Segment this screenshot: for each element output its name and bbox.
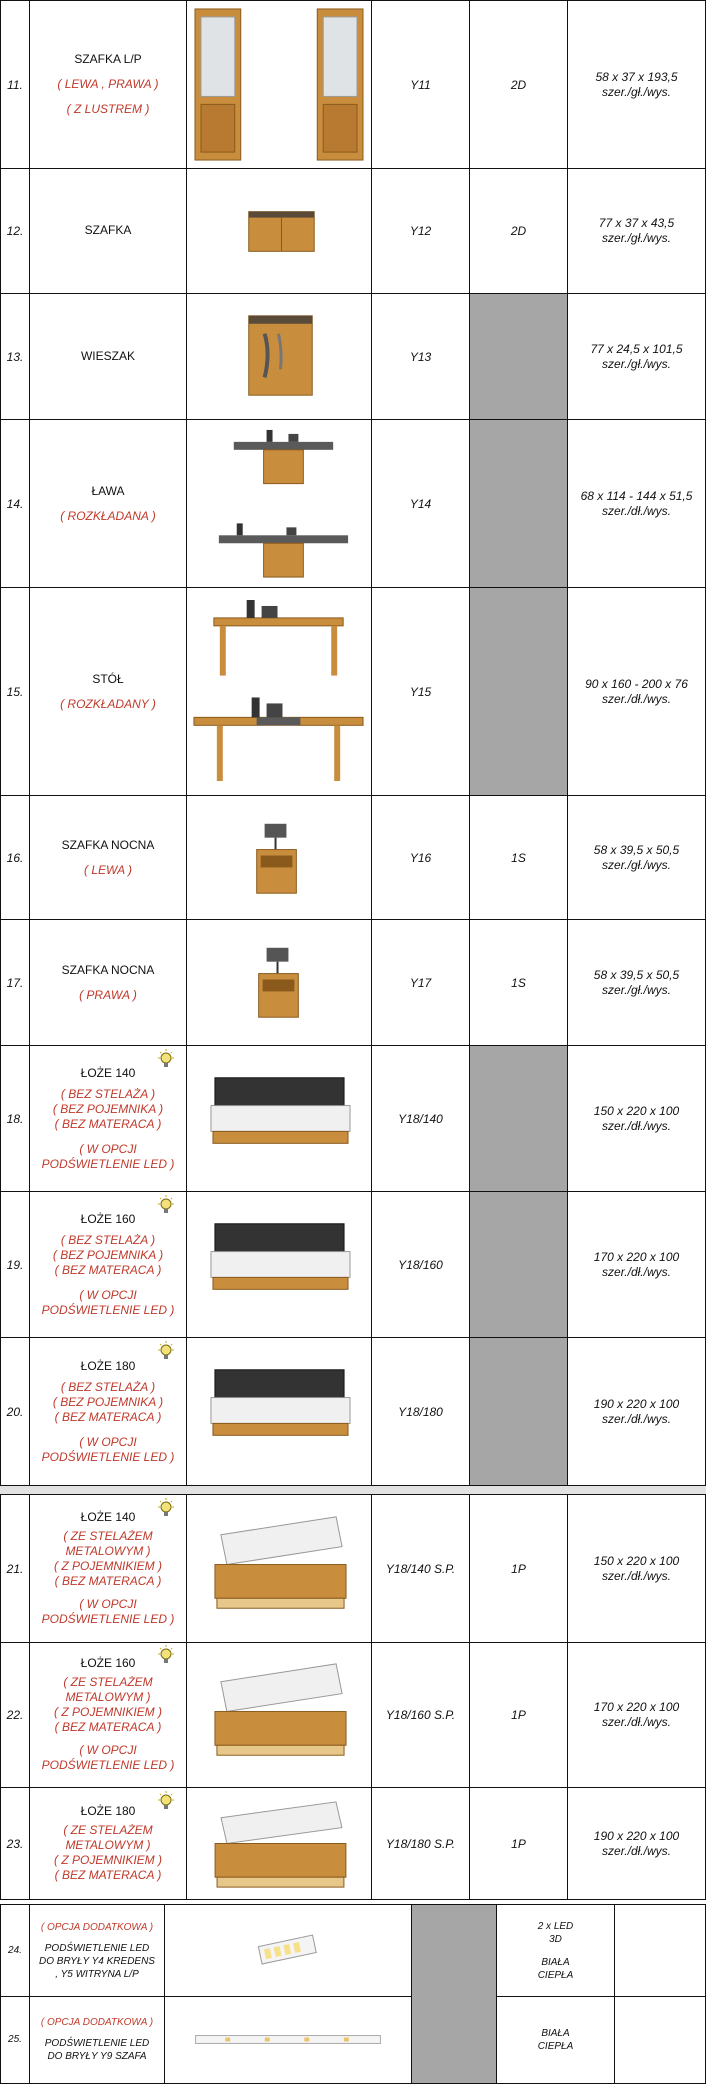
led-module-illustration: [165, 1905, 411, 1996]
product-code: Y18/180 S.P.: [372, 1788, 470, 1900]
product-code: Y15: [372, 588, 470, 796]
row-number: 20.: [0, 1338, 30, 1486]
product-dimensions: 77 x 37 x 43,5 szer./gł./wys.: [568, 168, 706, 294]
table-row: [0, 920, 706, 1046]
product-type: 1P: [470, 1495, 568, 1643]
product-code: Y16: [372, 796, 470, 920]
row-number: 11.: [0, 1, 30, 169]
table-row: [0, 1494, 706, 1643]
table-row: [0, 420, 706, 588]
product-image: [187, 1495, 372, 1643]
dining-table-illustration: [187, 588, 371, 795]
option-label: ( OPCJA DODATKOWA ): [40, 2017, 154, 2028]
product-name: [30, 796, 187, 920]
product-dimensions: 190 x 220 x 100 szer./dł./wys.: [568, 1788, 706, 1900]
product-code: Y18/160: [372, 1192, 470, 1338]
table-row: [0, 168, 706, 294]
row-number: 12.: [0, 168, 30, 294]
row-number: 24.: [0, 1905, 30, 1997]
row-number: 19.: [0, 1192, 30, 1338]
bed-with-storage-illustration: [187, 1495, 371, 1642]
product-dimensions: 58 x 39,5 x 50,5 szer./gł./wys.: [568, 920, 706, 1046]
product-title: ŁOŻE 160: [80, 1211, 136, 1226]
product-title: SZAFKA: [84, 223, 132, 237]
empty-cell: [615, 1905, 706, 1997]
product-dimensions: 90 x 160 - 200 x 76 szer./dł./wys.: [568, 588, 706, 796]
row-number: 23.: [0, 1788, 30, 1900]
product-dimensions: 150 x 220 x 100 szer./dł./wys.: [568, 1495, 706, 1643]
row-number: 18.: [0, 1046, 30, 1192]
table-row: [0, 1192, 706, 1338]
option-info: BIAŁA CIEPŁA: [497, 1996, 615, 2084]
product-title: ŁOŻE 140: [80, 1065, 136, 1080]
product-note: ( LEWA ): [83, 862, 132, 877]
product-dimensions: 170 x 220 x 100 szer./dł./wys.: [568, 1642, 706, 1788]
product-title: SZAFKA NOCNA: [61, 837, 155, 852]
product-type-empty: [470, 1046, 568, 1192]
product-note: ( ROZKŁADANA ): [60, 508, 156, 523]
option-description: ( OPCJA DODATKOWA ) PODŚWIETLENIE LED DO BRYŁY Y4 KREDENS , Y5 WITRYNA L/P: [30, 1905, 165, 1997]
product-code: Y18/140: [372, 1046, 470, 1192]
product-name: ŁOŻE 180 ( BEZ STELAŻA ) ( BEZ POJEMNIKA ) ( BEZ MATERACA ) ( W OPCJI PODŚWIETLENIE LED ): [30, 1338, 187, 1486]
row-number: 14.: [0, 420, 30, 588]
product-note: ( PRAWA ): [79, 987, 137, 1002]
product-image: [187, 294, 372, 420]
product-type: 1S: [470, 920, 568, 1046]
product-type-empty: [470, 294, 568, 420]
product-code: Y18/160 S.P.: [372, 1642, 470, 1788]
bed-illustration: [187, 1192, 371, 1337]
empty-cell: [615, 1996, 706, 2084]
row-number: 22.: [0, 1642, 30, 1788]
led-bulb-icon: [155, 1790, 177, 1812]
led-bulb-icon: [155, 1340, 177, 1362]
product-image: [187, 588, 372, 796]
product-title: ŁOŻE 160: [80, 1656, 136, 1670]
product-title: ŁAWA: [91, 483, 125, 498]
product-type-empty: [470, 1338, 568, 1486]
option-description: ( OPCJA DODATKOWA ) PODŚWIETLENIE LED DO BRYŁY Y9 SZAFA: [30, 1996, 165, 2084]
table-row: [0, 588, 706, 796]
product-title: WIESZAK: [80, 349, 135, 363]
product-code: Y13: [372, 294, 470, 420]
bed-with-storage-illustration: [187, 1642, 371, 1787]
row-number: 15.: [0, 588, 30, 796]
bed-illustration: [187, 1338, 371, 1485]
table-row: [0, 1904, 706, 1997]
product-dimensions: 58 x 39,5 x 50,5 szer./gł./wys.: [568, 796, 706, 920]
led-bulb-icon: [155, 1497, 177, 1519]
product-image: [187, 1338, 372, 1486]
product-name: ŁOŻE 140 ( BEZ STELAŻA ) ( BEZ POJEMNIKA ) ( BEZ MATERACA ) ( W OPCJI PODŚWIETLENIE LED ): [30, 1046, 187, 1192]
product-type-empty: [470, 588, 568, 796]
table-row: [0, 1996, 706, 2084]
table-row: [0, 1642, 706, 1788]
product-name: [30, 920, 187, 1046]
empty-gray-cell: [412, 1996, 497, 2084]
row-number: 21.: [0, 1495, 30, 1643]
bed-with-storage-illustration: [187, 1788, 371, 1899]
product-title: ŁOŻE 180: [80, 1804, 136, 1818]
table-row: [0, 1338, 706, 1486]
product-code: Y18/180: [372, 1338, 470, 1486]
bed-illustration: [187, 1046, 371, 1191]
option-info: 2 x LED 3D BIAŁA CIEPŁA: [497, 1905, 615, 1997]
nightstand-illustration: [187, 920, 371, 1045]
led-bulb-icon: [155, 1048, 177, 1070]
product-title: ŁOŻE 140: [80, 1510, 136, 1524]
product-image: [165, 1905, 412, 1997]
table-row: [0, 0, 706, 169]
product-dimensions: 68 x 114 - 144 x 51,5 szer./dł./wys.: [568, 420, 706, 588]
product-image: [187, 1788, 372, 1900]
product-image: [187, 1642, 372, 1788]
product-name: [30, 588, 187, 796]
product-code: Y18/140 S.P.: [372, 1495, 470, 1643]
product-name: [30, 168, 187, 294]
led-bulb-icon: [155, 1644, 177, 1666]
empty-gray-cell: [412, 1905, 497, 1997]
product-dimensions: 58 x 37 x 193,5 szer./gł./wys.: [568, 1, 706, 169]
product-code: Y17: [372, 920, 470, 1046]
option-label: ( OPCJA DODATKOWA ): [40, 1921, 154, 1933]
product-name: ŁOŻE 160 ( BEZ STELAŻA ) ( BEZ POJEMNIKA ) ( BEZ MATERACA ) ( W OPCJI PODŚWIETLENIE LED ): [30, 1192, 187, 1338]
product-dimensions: 170 x 220 x 100 szer./dł./wys.: [568, 1192, 706, 1338]
section-divider: [0, 1486, 706, 1494]
product-type-empty: [470, 1192, 568, 1338]
product-note: ( LEWA , PRAWA ): [57, 77, 159, 91]
product-title: SZAFKA NOCNA: [61, 962, 155, 977]
table-row: [0, 796, 706, 920]
product-image: [187, 168, 372, 294]
product-name: [30, 294, 187, 420]
product-dimensions: 150 x 220 x 100 szer./dł./wys.: [568, 1046, 706, 1192]
product-name: [30, 420, 187, 588]
row-number: 13.: [0, 294, 30, 420]
product-image: [187, 1192, 372, 1338]
row-number: 25.: [0, 1996, 30, 2084]
product-type: 1P: [470, 1788, 568, 1900]
product-code: Y11: [372, 1, 470, 169]
table-row: [0, 1788, 706, 1900]
table-row: [0, 1046, 706, 1192]
product-dimensions: 77 x 24,5 x 101,5 szer./gł./wys.: [568, 294, 706, 420]
product-note: ( ROZKŁADANY ): [60, 696, 156, 711]
cabinet-illustration: [187, 168, 371, 293]
table-row: [0, 294, 706, 420]
coffee-table-illustration: [187, 420, 371, 587]
product-type: 1S: [470, 796, 568, 920]
product-type: 2D: [470, 168, 568, 294]
row-number: 16.: [0, 796, 30, 920]
product-type-empty: [470, 420, 568, 588]
product-code: Y12: [372, 168, 470, 294]
product-name: ŁOŻE 160 ( ZE STELAŻEM METALOWYM ) ( Z POJEMNIKIEM ) ( BEZ MATERACA ) ( W OPCJI PODŚWIETLENIE LED ): [30, 1642, 187, 1788]
product-note: ( Z LUSTREM ): [66, 102, 150, 116]
product-code: Y14: [372, 420, 470, 588]
product-dimensions: 190 x 220 x 100 szer./dł./wys.: [568, 1338, 706, 1486]
product-name: [30, 1, 187, 169]
led-bulb-icon: [155, 1194, 177, 1216]
mirror-cabinet-pair-illustration: [187, 1, 371, 168]
product-title: ŁOŻE 180: [80, 1358, 136, 1373]
product-image: [165, 1996, 412, 2084]
product-type: 2D: [470, 1, 568, 169]
product-name: ŁOŻE 180 ( ZE STELAŻEM METALOWYM ) ( Z POJEMNIKIEM ) ( BEZ MATERACA ): [30, 1788, 187, 1900]
product-image: [187, 1, 372, 169]
coat-rack-illustration: [187, 294, 371, 419]
product-title: STÓŁ: [92, 671, 124, 686]
product-title: SZAFKA L/P: [74, 52, 142, 66]
nightstand-illustration: [187, 796, 371, 919]
product-name: ŁOŻE 140 ( ZE STELAŻEM METALOWYM ) ( Z POJEMNIKIEM ) ( BEZ MATERACA ) ( W OPCJI PODŚWIETLENIE LED ): [30, 1495, 187, 1643]
product-image: [187, 420, 372, 588]
product-image: [187, 796, 372, 920]
product-image: [187, 1046, 372, 1192]
product-image: [187, 920, 372, 1046]
product-type: 1P: [470, 1642, 568, 1788]
row-number: 17.: [0, 920, 30, 1046]
led-strip-illustration: [165, 1996, 411, 2083]
